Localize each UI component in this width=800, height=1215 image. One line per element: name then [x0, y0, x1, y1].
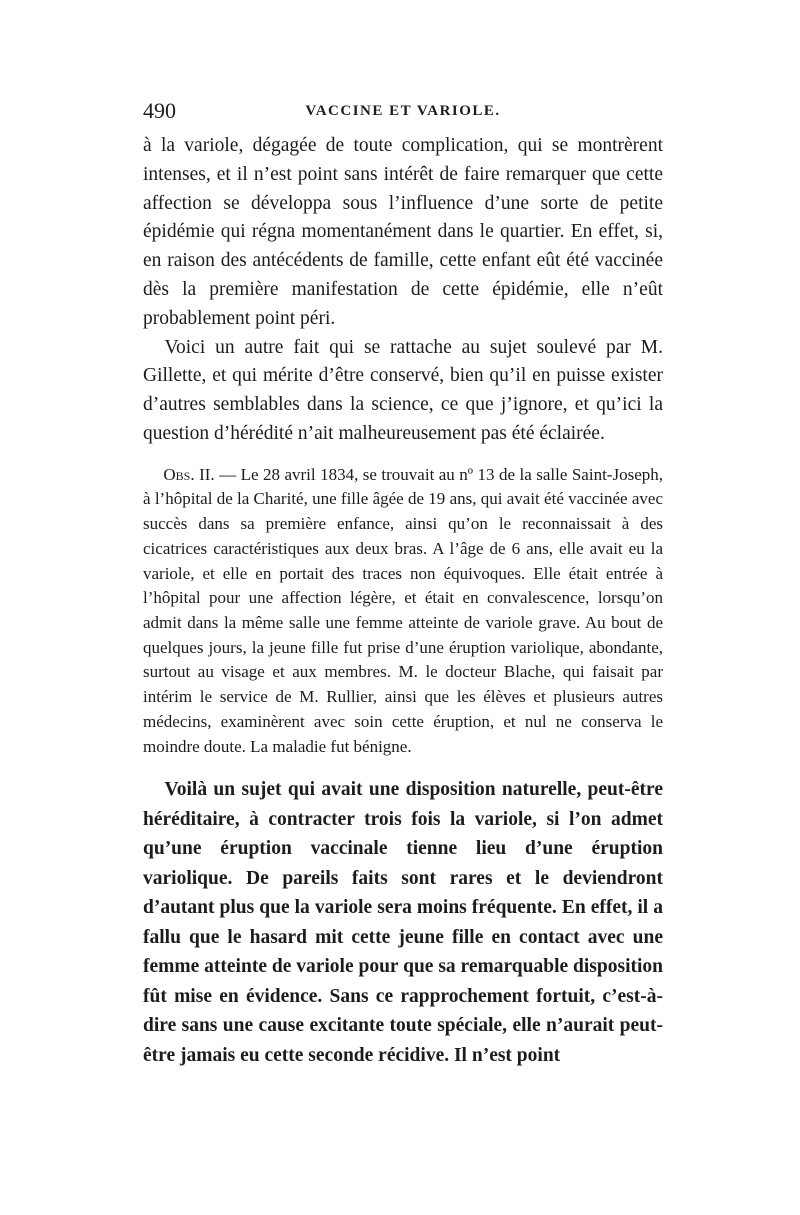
page — [143, 96, 663, 1070]
body-paragraph-1: à la variole, dégagée de toute complication, qui se montrèrent intenses, et il n’est point sans intérêt de faire remarquer que cette affection se développa sous l’influence d’une sorte de petite épidémie qui régna momentanément dans le quartier. En effet, si, en raison des antécédents de famille, cette enfant eût été vaccinée dès la première manifestation de cette épidémie, elle n’eût probablement point péri. — [143, 135, 663, 329]
observation-text: — Le 28 avril 1834, se trouvait au nº 13 de la salle Saint-Joseph, à l’hôpital de la Charité, une fille âgée de 19 ans, qui avait été vaccinée avec succès dans sa première enfance, ainsi qu’on le reconnaissait à des cicatrices caractéristiques aux deux bras. A l’âge de 6 ans, elle avait eu la variole, et elle en portait des traces non équivoques. Elle était entrée à l’hôpital pour une affection légère, et était en convalescence, lorsqu’on admit dans la même salle une femme atteinte de variole grave. Au bout de quelques jours, la jeune fille fut prise d’une éruption variolique, abondante, surtout au visage et aux membres. M. le docteur Blache, qui faisait par intérim le service de M. Rullier, ainsi que les élèves et plusieurs autres médecins, examinèrent avec soin cette éruption, et nul ne conserva le moindre doute. La maladie fut bénigne. — [143, 464, 663, 756]
body-paragraph-3: Voilà un sujet qui avait une disposition naturelle, peut-être héréditaire, à contracter trois fois la variole, si l’on admet qu’une éruption vaccinale tienne lieu d’une éruption variolique. De pareils faits sont rares et le deviendront d’autant plus que la variole sera moins fréquente. En effet, il a fallu que le hasard mit cette jeune fille en contact avec une femme atteinte de variole pour que sa remarquable disposition fût mise en évidence. Sans ce rapprochement fortuit, c’est-à-dire sans une cause excitante toute spéciale, elle n’aurait peut-être jamais eu cette seconde récidive. Il n’est point — [143, 779, 663, 1066]
observation-note — [143, 463, 663, 759]
page-header — [143, 96, 663, 126]
running-title: VACCINE ET VARIOLE. — [305, 103, 501, 119]
body-paragraph-2: Voici un autre fait qui se rattache au sujet soulevé par M. Gillette, et qui mérite d’être conservé, bien qu’il en puisse exister d’autres semblables dans la science, ce que j’ignore, et qu’ici la question d’hérédité n’ait malheureusement pas été éclairée. — [143, 336, 663, 444]
page-number: 490 — [143, 98, 176, 123]
observation-label: Obs. II. — [163, 464, 215, 484]
